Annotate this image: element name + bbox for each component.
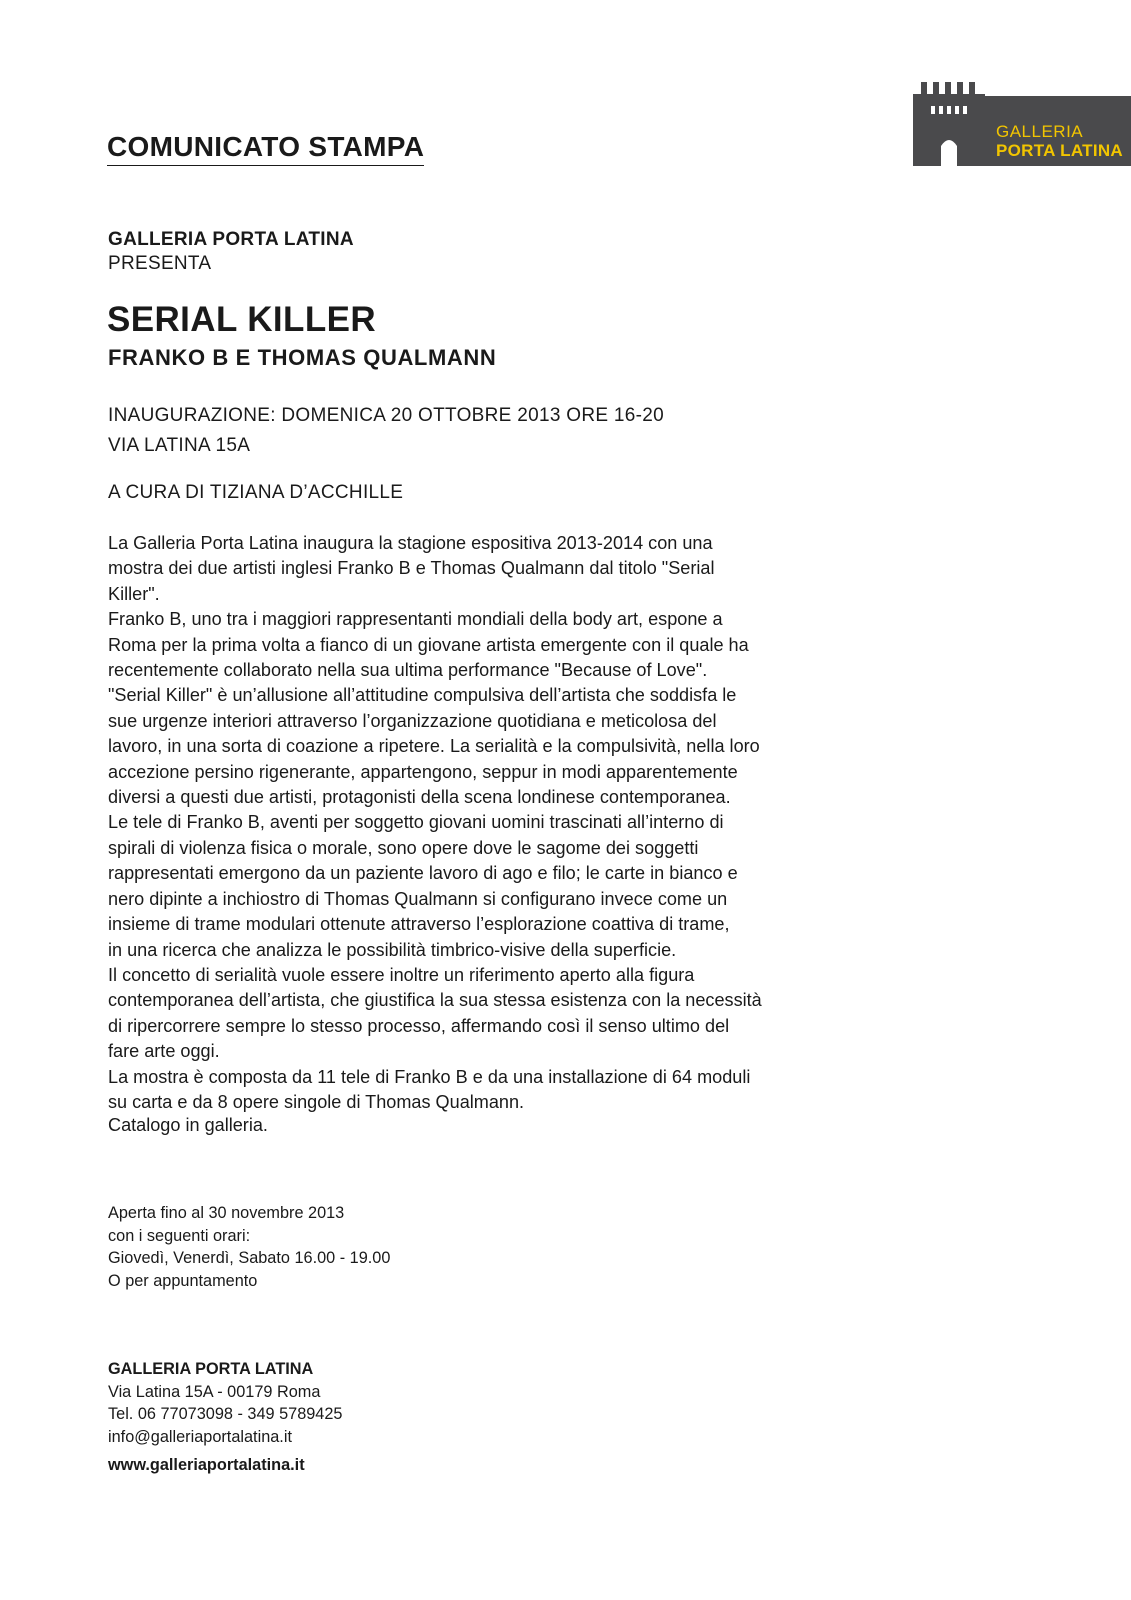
body-line: sue urgenze interiori attraverso l’organizzazione quotidiana e meticolosa del bbox=[108, 710, 717, 731]
body-line: fare arte oggi. bbox=[108, 1041, 220, 1062]
body-line: "Serial Killer" è un’allusione all’attitudine compulsiva dell’artista che soddisfa le bbox=[108, 685, 737, 706]
body-line: in una ricerca che analizza le possibilità timbrico-visive della superficie. bbox=[108, 939, 677, 960]
body-line: su carta e da 8 opere singole di Thomas Qualmann. bbox=[108, 1091, 525, 1112]
gallery-logo bbox=[913, 82, 1131, 169]
presenter-verb: PRESENTA bbox=[108, 253, 212, 274]
exhibition-title: SERIAL KILLER bbox=[107, 300, 377, 339]
opening-date: INAUGURAZIONE: DOMENICA 20 OTTOBRE 2013 ORE 16-20 bbox=[108, 405, 665, 426]
document-title: COMUNICATO STAMPA bbox=[107, 131, 424, 166]
hours-appointment: O per appuntamento bbox=[108, 1271, 258, 1290]
presenter-block bbox=[108, 228, 354, 276]
logo-line-2: PORTA LATINA bbox=[996, 141, 1123, 160]
body-line: diversi a questi due artisti, protagonisti della scena londinese contemporanea. bbox=[108, 787, 731, 808]
catalog-note: Catalogo in galleria. bbox=[108, 1115, 268, 1135]
body-line: La Galleria Porta Latina inaugura la stagione espositiva 2013-2014 con una bbox=[108, 533, 713, 553]
logo-line-1: GALLERIA bbox=[996, 122, 1084, 141]
contact-name: GALLERIA PORTA LATINA bbox=[108, 1360, 314, 1378]
contact-email[interactable]: info@galleriaportalatina.it bbox=[108, 1427, 292, 1446]
body-line: accezione persino rigenerante, appartengono, seppur in modi apparentemente bbox=[108, 761, 738, 782]
contact-address: Via Latina 15A - 00179 Roma bbox=[108, 1382, 321, 1401]
event-address: VIA LATINA 15A bbox=[108, 435, 251, 456]
contacts-block bbox=[108, 1358, 342, 1477]
body-line: rappresentati emergono da un paziente lavoro di ago e filo; le carte in bianco e bbox=[108, 863, 738, 884]
press-release-body bbox=[108, 531, 888, 1115]
hours-days: Giovedì, Venerdì, Sabato 16.00 - 19.00 bbox=[108, 1249, 391, 1267]
body-line: Le tele di Franko B, aventi per soggetto giovani uomini trascinati all’interno di bbox=[108, 812, 724, 833]
curator: A CURA DI TIZIANA D’ACCHILLE bbox=[108, 482, 404, 503]
body-line: recentemente collaborato nella sua ultima performance "Because of Love". bbox=[108, 660, 708, 681]
body-line: insieme di trame modulari ottenute attraverso l’esplorazione coattiva di trame, bbox=[108, 914, 730, 935]
body-line: spirali di violenza fisica o morale, sono opere dove le sagome dei soggetti bbox=[108, 837, 699, 858]
hours-until: Aperta fino al 30 novembre 2013 bbox=[108, 1204, 345, 1222]
hours-intro: con i seguenti orari: bbox=[108, 1226, 251, 1245]
body-line: Killer". bbox=[108, 583, 160, 604]
body-line: La mostra è composta da 11 tele di Franko B e da una installazione di 64 moduli bbox=[108, 1066, 751, 1087]
body-line: lavoro, in una sorta di coazione a ripetere. La serialità e la compulsività, nella loro bbox=[108, 736, 760, 757]
body-line: mostra dei due artisti inglesi Franko B e Thomas Qualmann dal titolo "Serial bbox=[108, 558, 715, 579]
body-line: Franko B, uno tra i maggiori rappresentanti mondiali della body art, espone a bbox=[108, 609, 723, 630]
opening-hours bbox=[108, 1202, 390, 1292]
body-line: di ripercorrere sempre lo stesso processo, affermando così il senso ultimo del bbox=[108, 1015, 730, 1036]
body-line: Il concetto di serialità vuole essere inoltre un riferimento aperto alla figura bbox=[108, 964, 695, 985]
contact-phone: Tel. 06 77073098 - 349 5789425 bbox=[108, 1405, 343, 1423]
presenter-name: GALLERIA PORTA LATINA bbox=[108, 229, 354, 250]
contact-website[interactable]: www.galleriaportalatina.it bbox=[108, 1456, 305, 1474]
body-line: Roma per la prima volta a fianco di un giovane artista emergente con il quale ha bbox=[108, 634, 749, 655]
body-line: contemporanea dell’artista, che giustifica la sua stessa esistenza con la necessità bbox=[108, 990, 762, 1011]
body-line: nero dipinte a inchiostro di Thomas Qualmann si configurano invece come un bbox=[108, 888, 728, 909]
exhibition-artists: FRANKO B E THOMAS QUALMANN bbox=[108, 345, 497, 370]
event-info bbox=[108, 401, 664, 461]
